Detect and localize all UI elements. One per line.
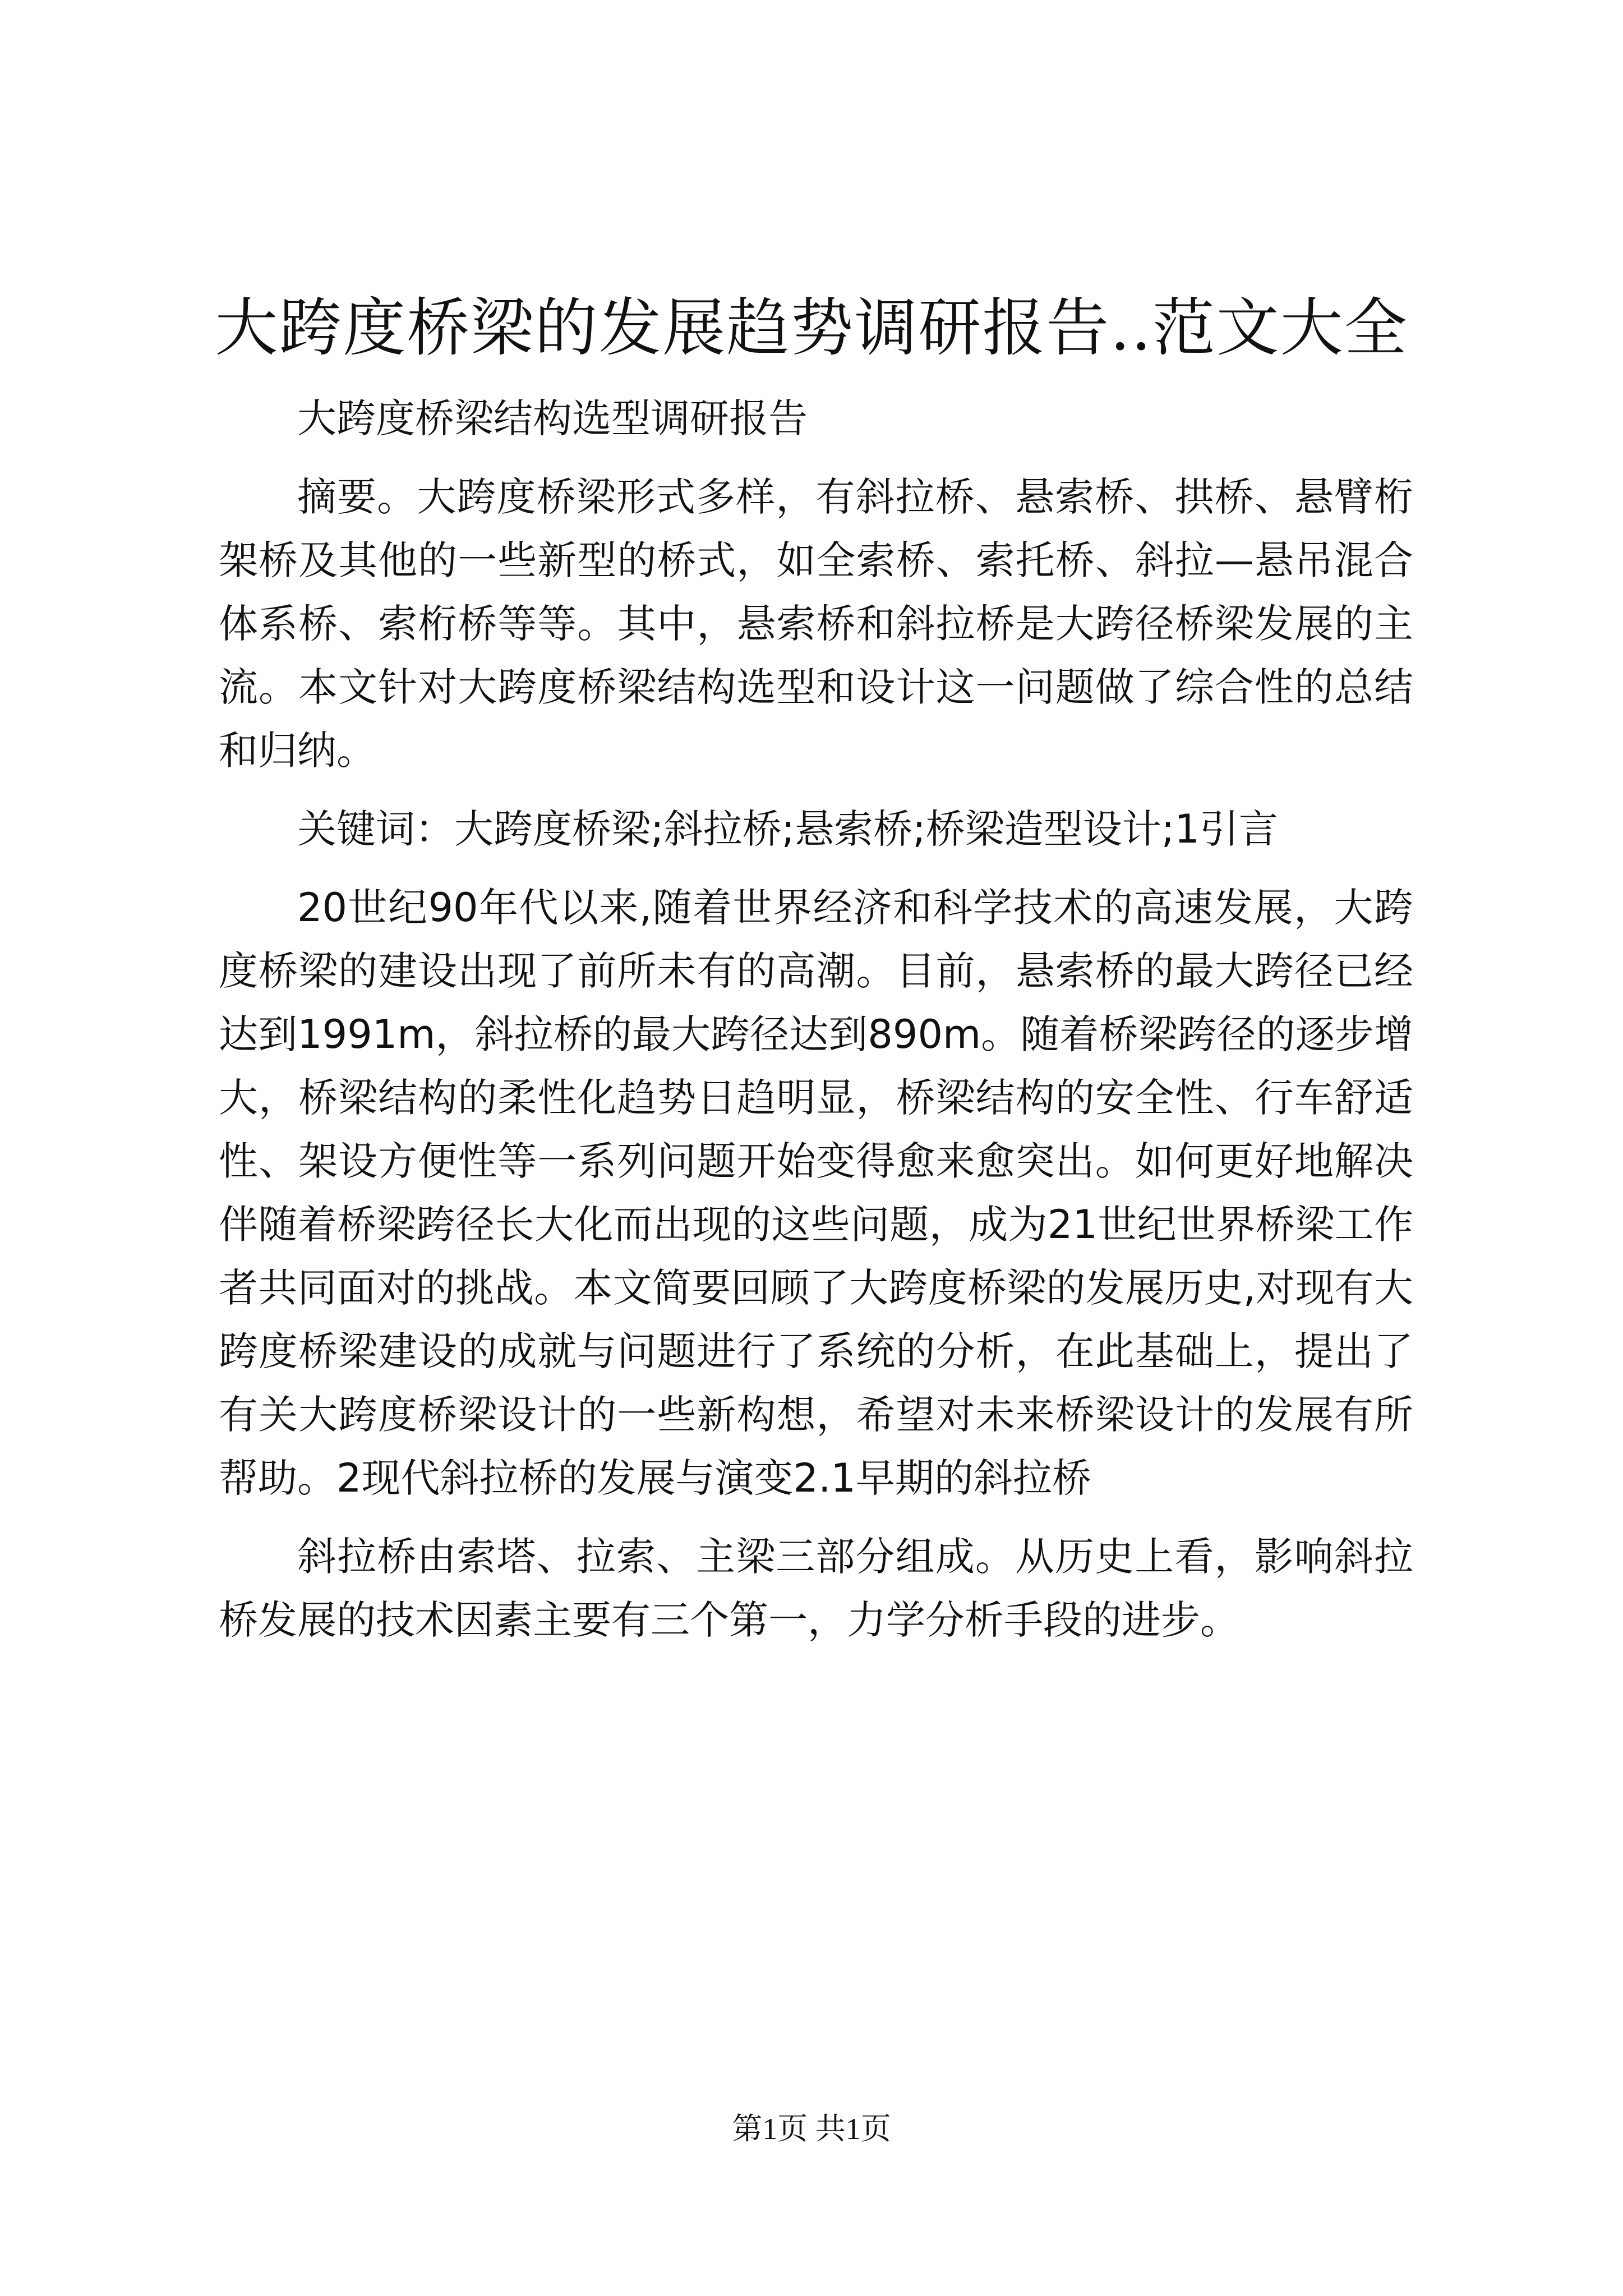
keywords-paragraph: 关键词：大跨度桥梁;斜拉桥;悬索桥;桥梁造型设计;1引言 [297, 806, 1278, 852]
page-footer: 第1页 共1页 [732, 2112, 891, 2146]
document-title: 大跨度桥梁的发展趋势调研报告..范文大全 [215, 292, 1408, 365]
introduction-paragraph: 20世纪90年代以来,随着世界经济和科学技术的高速发展，大跨度桥梁的建设出现了前所未有的高潮。目前，悬索桥的最大跨径已经达到1991m，斜拉桥的最大跨径达到890m。随着桥梁跨径的逐步增大，桥梁结构的柔性化趋势日趋明显，桥梁结构的安全性、行车舒适性、架设方便性等一系列问题开始变得愈来愈突出。如何更好地解决伴随着桥梁跨径长大化而出现的这些问题，成为21世纪世界桥梁工作者共同面对的挑战。本文简要回顾了大跨度桥梁的发展历史,对现有大跨度桥梁建设的成就与问题进行了系统的分析，在此基础上，提出了有关大跨度桥梁设计的一些新构想，希望对未来桥梁设计的发展有所帮助。2现代斜拉桥的发展与演变2.1早期的斜拉桥 [219, 885, 1413, 1501]
cable-stayed-paragraph: 斜拉桥由索塔、拉索、主梁三部分组成。从历史上看，影响斜拉桥发展的技术因素主要有三个第一，力学分析手段的进步。 [219, 1534, 1413, 1643]
abstract-paragraph: 摘要。大跨度桥梁形式多样，有斜拉桥、悬索桥、拱桥、悬臂桁架桥及其他的一些新型的桥式，如全索桥、索托桥、斜拉—悬吊混合体系桥、索桁桥等等。其中，悬索桥和斜拉桥是大跨径桥梁发展的主流。本文针对大跨度桥梁结构选型和设计这一问题做了综合性的总结和归纳。 [219, 474, 1413, 774]
document-body [219, 387, 1413, 1652]
subtitle-paragraph: 大跨度桥梁结构选型调研报告 [297, 395, 808, 441]
